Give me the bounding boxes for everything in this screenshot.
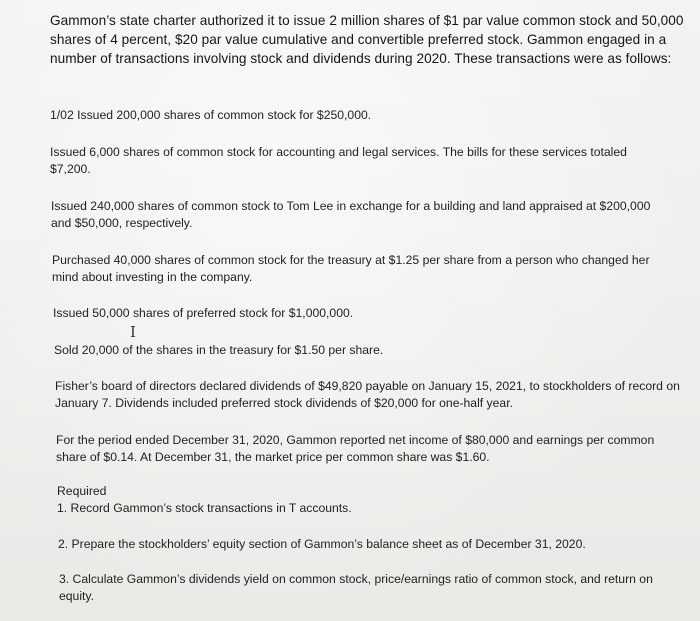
required-item-3: 3. Calculate Gammon’s dividends yield on common stock, price/earnings ratio of common stock, and return on equity. [59,572,653,603]
transaction-7: Fisher’s board of directors declared dividends of $49,820 payable on January 15, 2021, to stockholders of record on January 7. Dividends included preferred stock dividends of $20,000 for one-half year. [55,379,680,410]
transaction-4: Purchased 40,000 shares of common stock for the treasury at $1.25 per share from a person who changed her mind about investing in the company. [52,253,650,284]
transaction-8: For the period ended December 31, 2020, Gammon reported net income of $80,000 and earnings per common share of $0.14. At December 31, the market price per common share was $1.60. [56,433,655,464]
text-cursor-icon: I [130,323,136,341]
transaction-3: Issued 240,000 shares of common stock to Tom Lee in exchange for a building and land appraised at $200,000 and $50,000, respectively. [51,199,651,230]
transaction-5: Issued 50,000 shares of preferred stock for $1,000,000. [53,306,354,320]
required-heading: Required [57,484,107,498]
transaction-6: Sold 20,000 of the shares in the treasury for $1.50 per share. [54,343,384,357]
transaction-1: 1/02 Issued 200,000 shares of common stock for $250,000. [50,108,372,122]
required-item-1: 1. Record Gammon’s stock transactions in T accounts. [57,501,352,515]
transaction-2: Issued 6,000 shares of common stock for accounting and legal services. The bills for these services totaled $7,200. [50,145,627,176]
intro-paragraph: Gammon’s state charter authorized it to issue 2 million shares of $1 par value common stock and 50,000 shares of 4 percent, $20 par value cumulative and convertible preferred stock. Gammon engaged in a number of transactions involving stock and dividends during 2020. These transactions were as follows: [50,13,684,66]
required-item-2: 2. Prepare the stockholders’ equity section of Gammon’s balance sheet as of December 31, 2020. [58,537,586,551]
